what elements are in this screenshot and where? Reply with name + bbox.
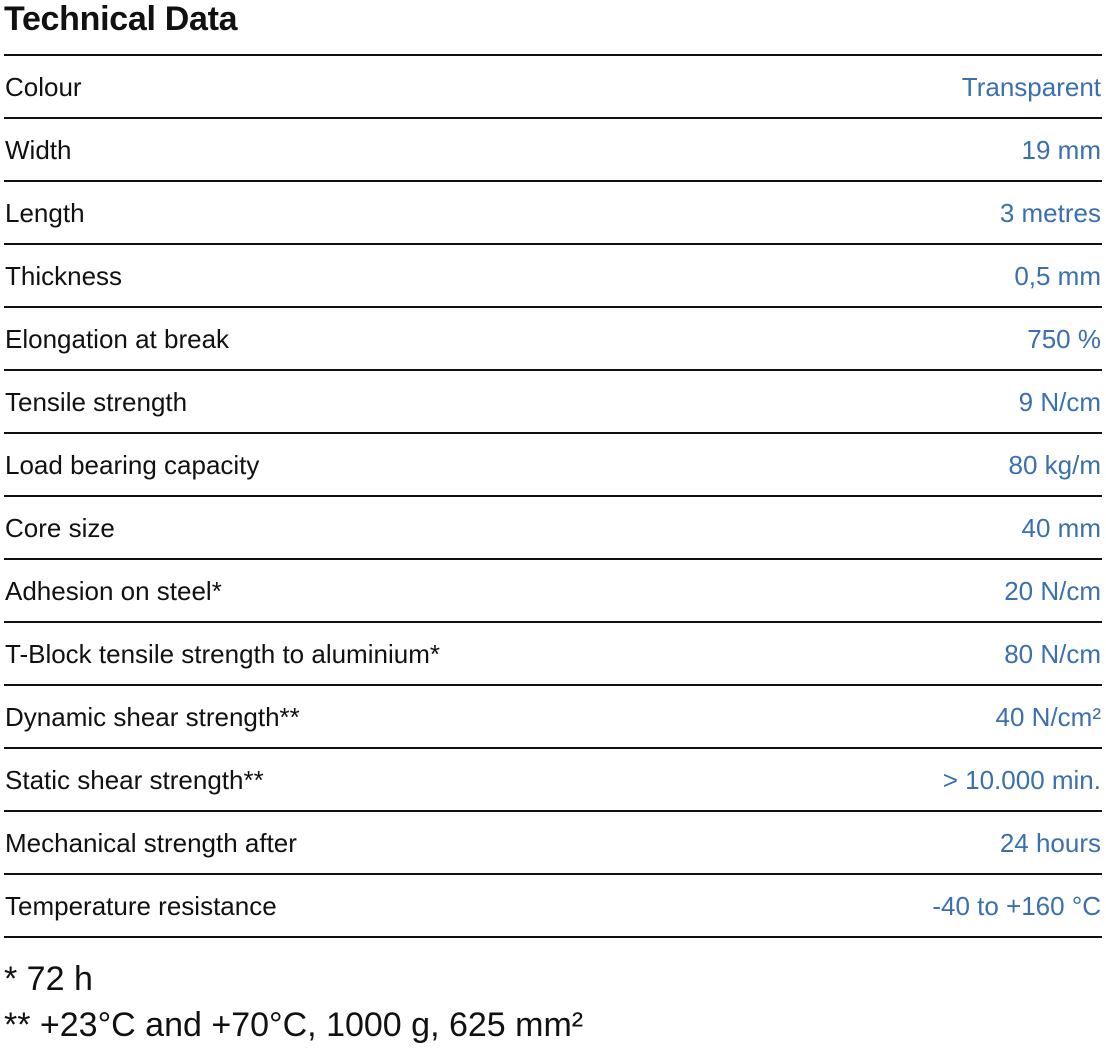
- table-row: [4, 623, 1102, 686]
- row-value: 9 N/cm: [1018, 386, 1101, 417]
- row-label: T-Block tensile strength to aluminium*: [5, 638, 440, 669]
- table-row: [4, 434, 1102, 497]
- table-row: [4, 245, 1102, 308]
- table-row: [4, 56, 1102, 119]
- row-value: > 10.000 min.: [942, 764, 1101, 795]
- table-row: [4, 497, 1102, 560]
- page-title: Technical Data: [4, 0, 238, 38]
- footnote-double-asterisk: ** +23°C and +70°C, 1000 g, 625 mm²: [4, 1006, 584, 1044]
- row-label: Elongation at break: [5, 323, 230, 354]
- row-label: Tensile strength: [5, 386, 188, 417]
- row-value: 20 N/cm: [1004, 575, 1101, 606]
- row-value: 40 mm: [1021, 512, 1101, 543]
- row-label: Length: [5, 197, 85, 228]
- table-row: [4, 686, 1102, 749]
- row-value: 3 metres: [999, 197, 1101, 228]
- row-value: 0,5 mm: [1014, 260, 1101, 291]
- row-value: 40 N/cm²: [995, 701, 1101, 732]
- row-value: 19 mm: [1021, 134, 1101, 165]
- row-label: Static shear strength**: [5, 764, 264, 795]
- table-row: [4, 875, 1102, 938]
- row-value: 750 %: [1027, 323, 1101, 354]
- table-row: [4, 812, 1102, 875]
- row-label: Adhesion on steel*: [5, 575, 222, 606]
- row-label: Colour: [5, 71, 82, 102]
- table-row: [4, 182, 1102, 245]
- table-row: [4, 308, 1102, 371]
- footnotes: [4, 956, 583, 1048]
- row-value: 24 hours: [999, 827, 1101, 858]
- row-value: -40 to +160 °C: [932, 890, 1101, 921]
- row-label: Width: [5, 134, 72, 165]
- row-value: 80 kg/m: [1008, 449, 1101, 480]
- footnote-single-asterisk: * 72 h: [4, 960, 93, 998]
- row-label: Dynamic shear strength**: [5, 701, 300, 732]
- table-row: [4, 560, 1102, 623]
- row-value: Transparent: [961, 71, 1101, 102]
- table-row: [4, 119, 1102, 182]
- row-label: Load bearing capacity: [5, 449, 260, 480]
- row-label: Thickness: [5, 260, 123, 291]
- row-label: Temperature resistance: [5, 890, 277, 921]
- row-value: 80 N/cm: [1004, 638, 1101, 669]
- row-label: Core size: [5, 512, 115, 543]
- technical-data-table: [4, 54, 1102, 938]
- table-row: [4, 371, 1102, 434]
- row-label: Mechanical strength after: [5, 827, 297, 858]
- table-row: [4, 749, 1102, 812]
